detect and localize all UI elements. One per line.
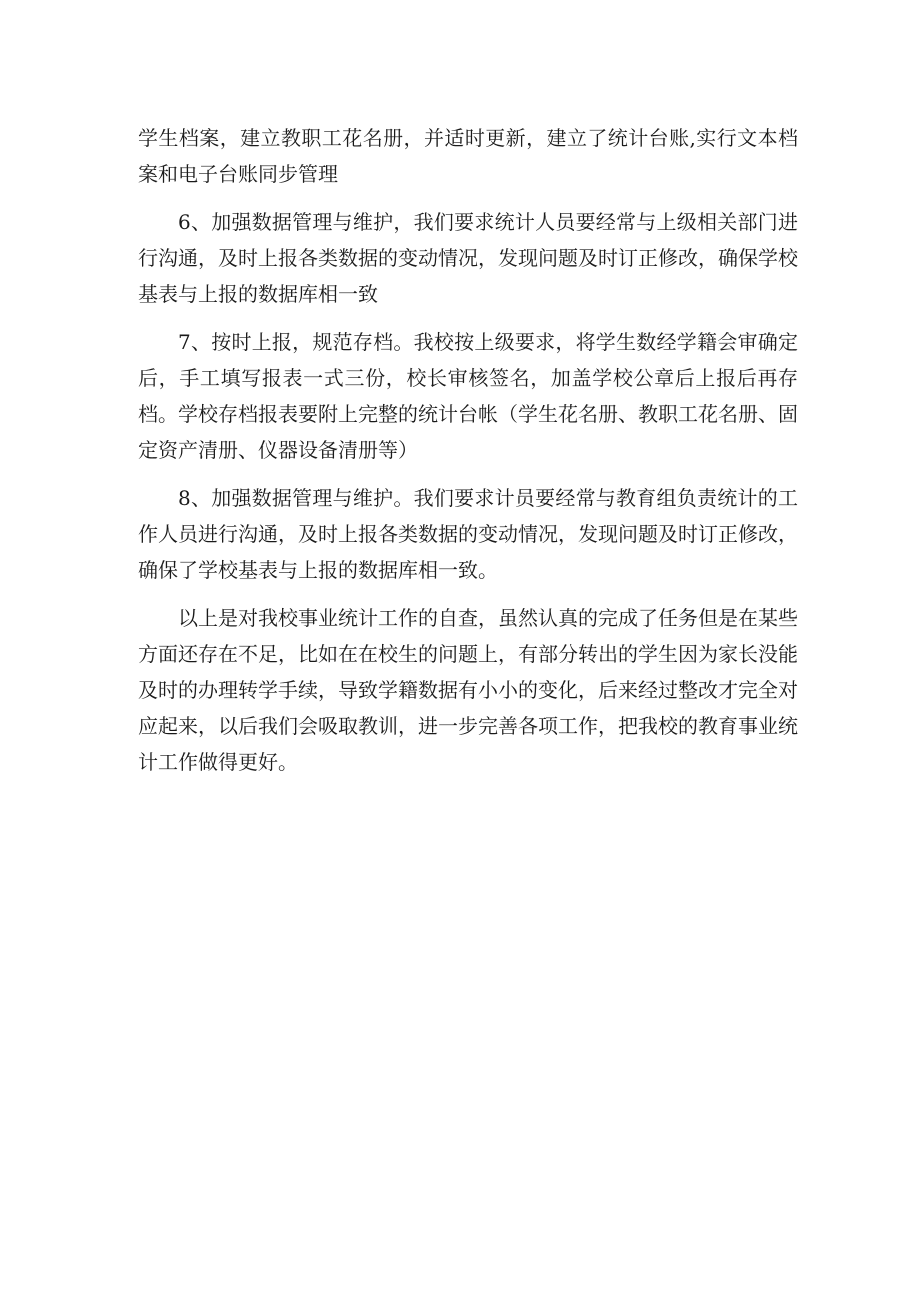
- paragraph-conclusion: 以上是对我校事业统计工作的自查，虽然认真的完成了任务但是在某些方面还存在不足，比如在在校生的问题上，有部分转出的学生因为家长没能及时的办理转学手续，导致学籍数据有小小的变化，后来经过整改才完全对应起来，以后我们会吸取教训，进一步完善各项工作，把我校的教育事业统计工作做得更好。: [138, 606, 798, 774]
- paragraph-item-8: 8、加强数据管理与维护。我们要求计员要经常与教育组负责统计的工作人员进行沟通，及时上报各类数据的变动情况，发现问题及时订正修改，确保了学校基表与上报的数据库相一致。: [138, 486, 798, 582]
- document-body: [138, 120, 798, 792]
- paragraph-item-6: 6、加强数据管理与维护，我们要求统计人员要经常与上级相关部门进行沟通，及时上报各类数据的变动情况，发现问题及时订正修改，确保学校基表与上报的数据库相一致: [138, 210, 798, 306]
- paragraph-item-7: 7、按时上报，规范存档。我校按上级要求，将学生数经学籍会审确定后，手工填写报表一式三份，校长审核签名，加盖学校公章后上报后再存档。学校存档报表要附上完整的统计台帐（学生花名册、教职工花名册、固定资产清册、仪器设备清册等）: [138, 330, 798, 462]
- paragraph-continued-archives: 学生档案，建立教职工花名册，并适时更新，建立了统计台账,实行文本档案和电子台账同步管理: [138, 126, 798, 186]
